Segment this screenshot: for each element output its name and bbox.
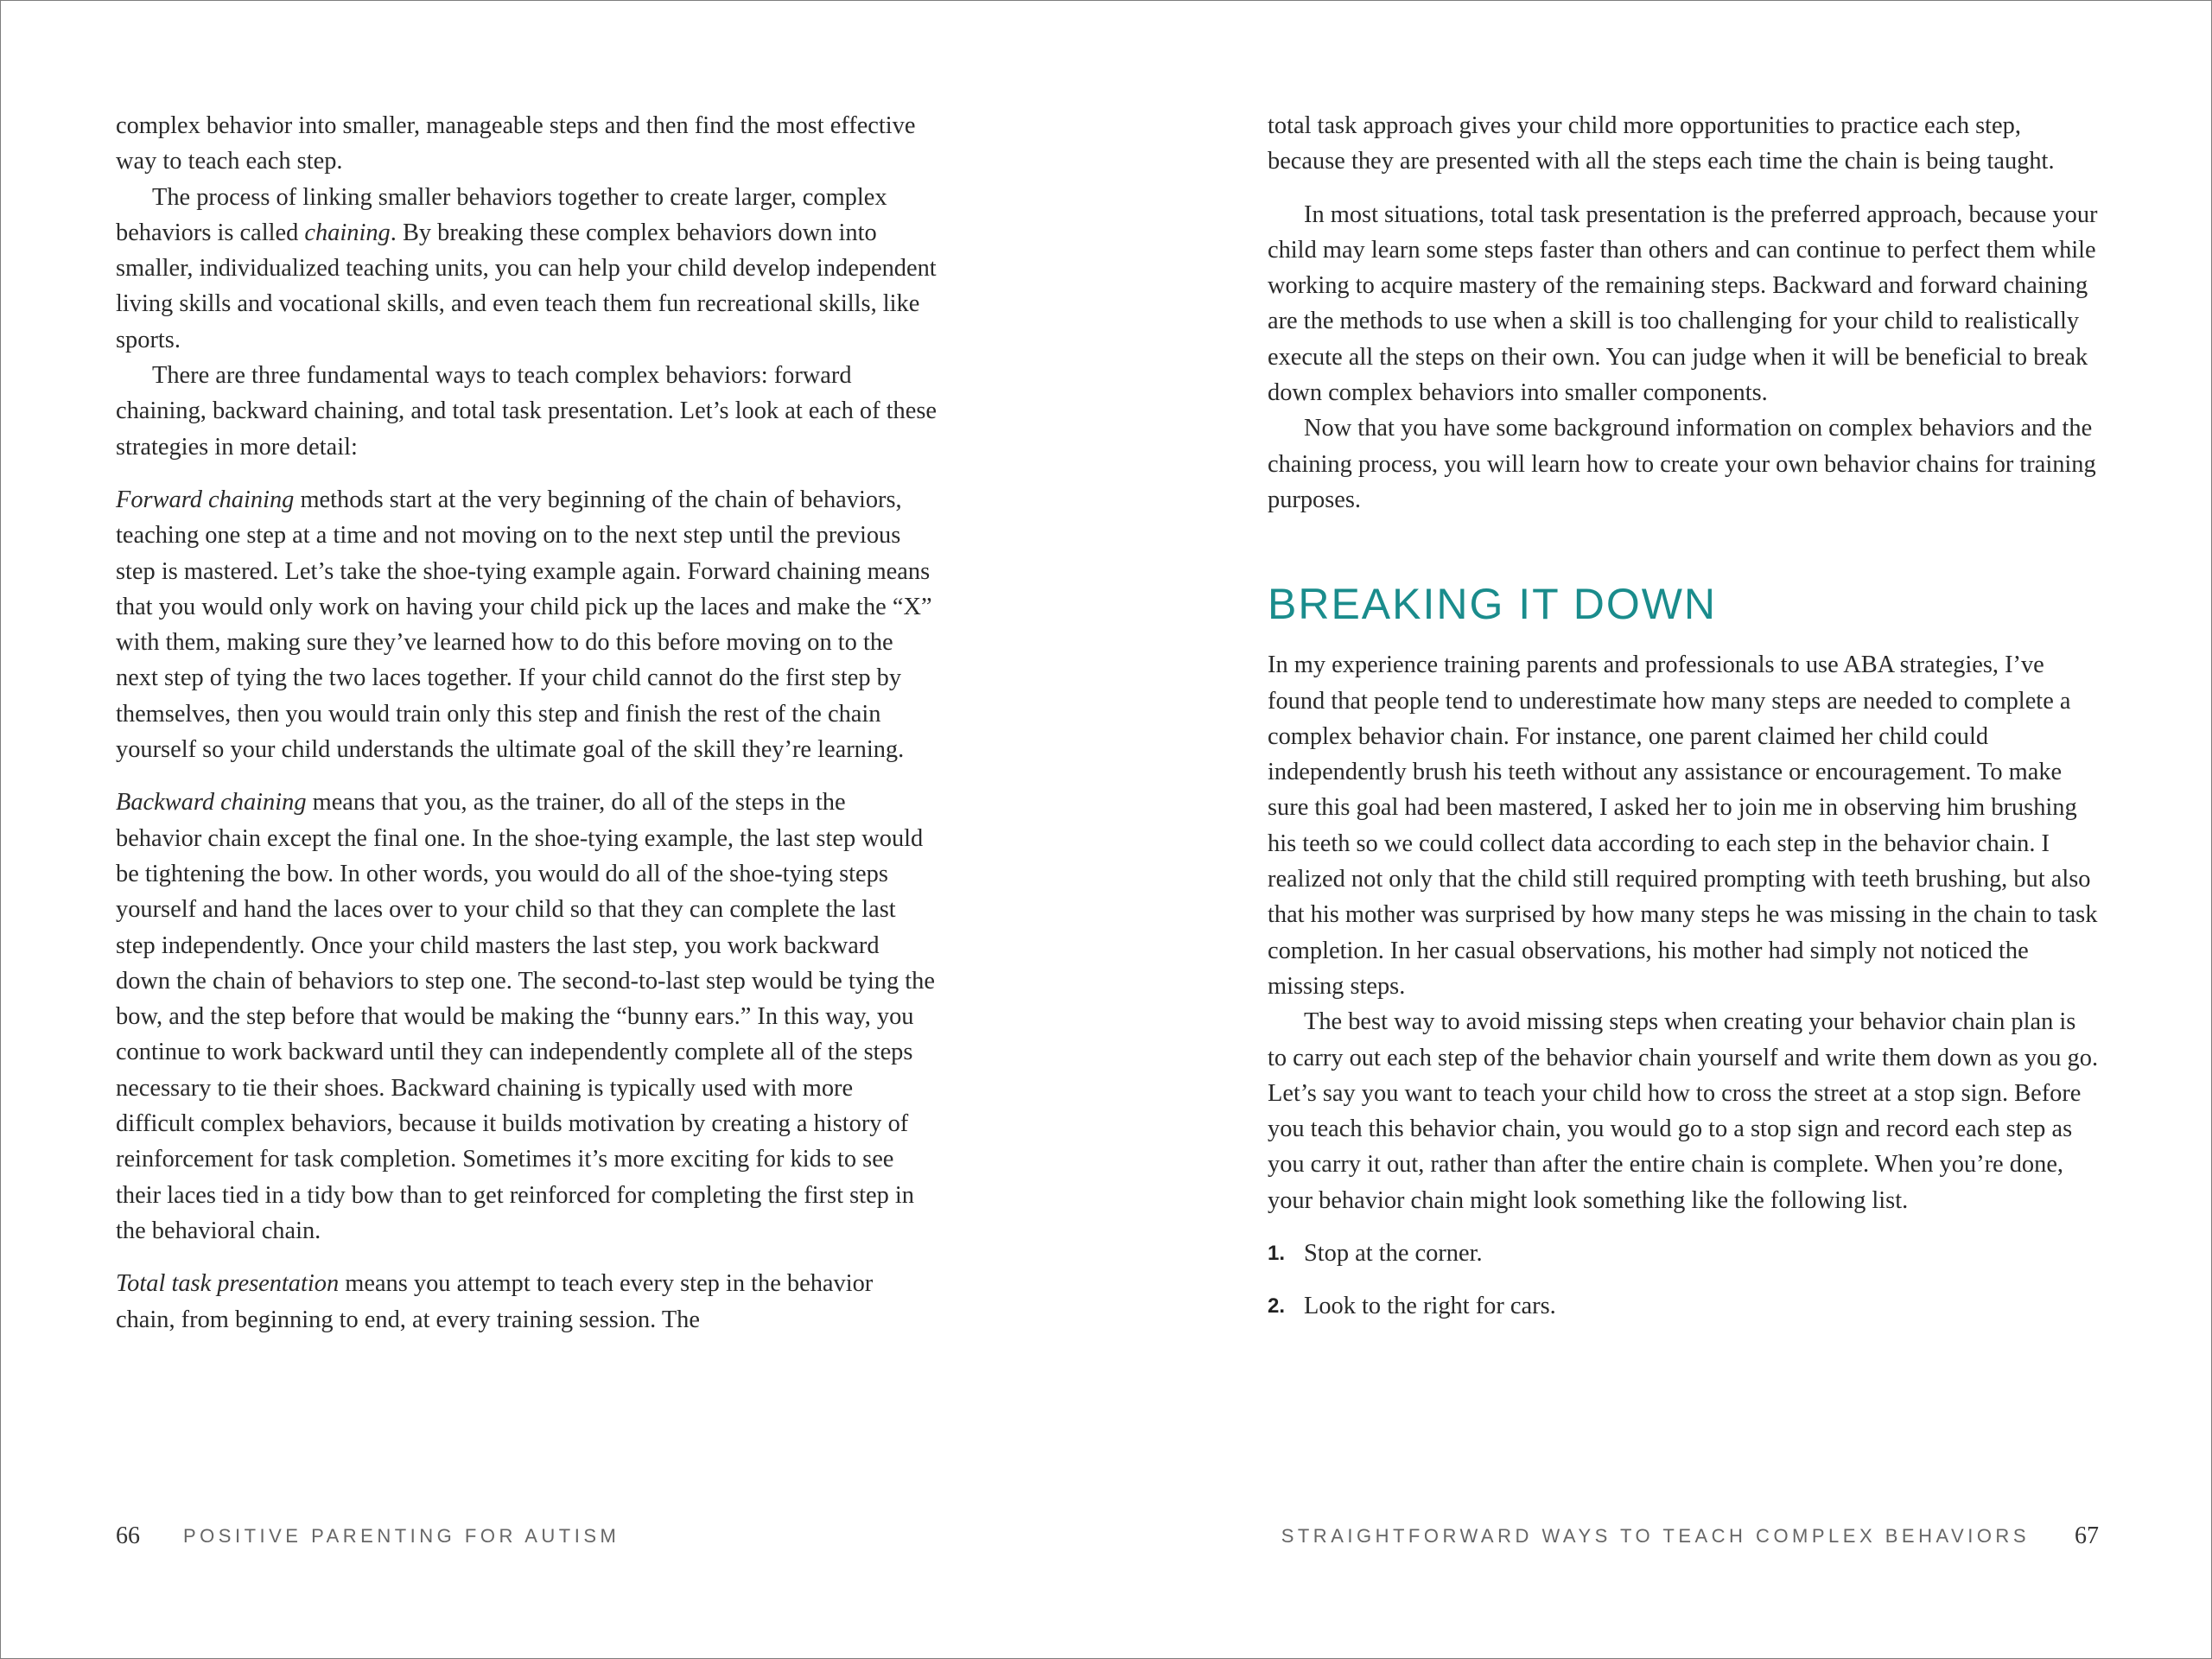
- list-number: 1.: [1268, 1242, 1286, 1266]
- list-item: [1268, 1236, 2099, 1271]
- paragraph: [116, 785, 937, 1249]
- numbered-list: [1268, 1236, 2099, 1325]
- running-head: POSITIVE PARENTING FOR AUTISM: [183, 1525, 620, 1547]
- left-page: [116, 1, 937, 1658]
- left-page-footer: [116, 1522, 937, 1551]
- paragraph: In my experience training parents and professionals to use ABA strategies, I’ve found that people tend to underestimate how many steps are needed to complete a complex behavior chain. For instance, one parent claimed her child could independently brush his teeth without any assistance or encouragement. To make sure this goal had been mastered, I asked her to join me in observing him brushing his teeth so we could collect data according to each step in the behavior chain. I realized not only that the child still required prompting with teeth brushing, but also that his mother was surprised by how many steps he was missing in the chain to task completion. In her casual observations, his mother had simply not noticed the missing steps.: [1268, 652, 2098, 1000]
- paragraph: total task approach gives your child more opportunities to practice each step, because they are presented with all the steps each time the chain is being taught.: [1268, 112, 2055, 175]
- italic-term: Backward chaining: [116, 789, 307, 817]
- paragraph: Now that you have some background information on complex behaviors and the chaining process, you will learn how to create your own behavior chains for training purposes.: [1268, 415, 2096, 513]
- paragraph: There are three fundamental ways to teach complex behaviors: forward chaining, backward chaining, and total task presentation. Let’s look at each of these strategies in more detail:: [116, 362, 937, 461]
- italic-term: chaining: [304, 219, 391, 246]
- right-page: [1268, 1, 2099, 1658]
- running-head: STRAIGHTFORWARD WAYS TO TEACH COMPLEX BEHAVIORS: [1281, 1525, 2030, 1547]
- right-page-footer: [1268, 1522, 2099, 1551]
- paragraph-text: means that you, as the trainer, do all of the steps in the behavior chain except the final one. In the shoe-tying example, the last step would be tightening the bow. In other words, you would do all of the shoe-tying steps yourself and hand the laces over to your child so that they can complete the last step independently. Once your child masters the last step, you work backward down the chain of behaviors to step one. The second-to-last step would be tying the bow, and the step before that would be making the “bunny ears.” In this way, you continue to work backward until they can independently complete all of the steps necessary to tie their shoes. Backward chaining is typically used with more difficult complex behaviors, because it builds motivation by creating a history of reinforcement for task completion. Sometimes it’s more exciting for kids to see their laces tied in a tidy bow than to get reinforced for completing the first step in the behavioral chain.: [116, 789, 935, 1244]
- paragraph: In most situations, total task presentation is the preferred approach, because your child may learn some steps faster than others and can continue to perfect them while working to acquire mastery of the remaining steps. Backward and forward chaining are the methods to use when a skill is too challenging for your child to realistically execute all the steps on their own. You can judge when it will be beneficial to break down complex behaviors into smaller components.: [1268, 200, 2098, 407]
- paragraph: [116, 482, 937, 767]
- paragraph: complex behavior into smaller, manageable steps and then find the most effective way to teach each step.: [116, 112, 916, 175]
- list-item-text: Stop at the corner.: [1304, 1240, 1483, 1268]
- paragraph-text: . By breaking these complex behaviors down into smaller, individualized teaching units, you can help your child develop independent living skills and vocational skills, and even teach them fun recreational skills, like sports.: [116, 219, 937, 353]
- paragraph: The best way to avoid missing steps when creating your behavior chain plan is to carry out each step of the behavior chain yourself and write them down as you go. Let’s say you want to teach your child how to cross the street at a stop sign. Before you teach this behavior chain, you would go to a stop sign and record each step as you carry it out, rather than after the entire chain is complete. When you’re done, your behavior chain might look something like the following list.: [1268, 1008, 2099, 1214]
- paragraph-text: The process of linking smaller behaviors together to create larger, complex behaviors is called: [116, 183, 887, 246]
- paragraph-text: means you attempt to teach every step in the behavior chain, from beginning to end, at every training session. The: [116, 1270, 874, 1333]
- list-number: 2.: [1268, 1294, 1286, 1319]
- page-number: 66: [116, 1522, 140, 1549]
- left-page-body: [116, 108, 937, 1338]
- paragraph: [116, 180, 937, 358]
- italic-term: Total task presentation: [116, 1270, 340, 1298]
- paragraph: [116, 1266, 937, 1338]
- right-page-body: [1268, 108, 2099, 1342]
- list-item-text: Look to the right for cars.: [1304, 1293, 1556, 1320]
- list-item: [1268, 1288, 2099, 1324]
- page-number: 67: [2075, 1522, 2099, 1549]
- section-heading: BREAKING IT DOWN: [1268, 580, 1718, 629]
- paragraph-text: methods start at the very beginning of the chain of behaviors, teaching one step at a time and not moving on to the next step until the previous step is mastered. Let’s take the shoe-tying example again. Forward chaining means that you would only work on having your child pick up the laces and make the “X” with them, making sure they’ve learned how to do this before moving on to the next step of tying the two laces together. If your child cannot do the first step by themselves, then you would train only this step and finish the rest of the chain yourself so your child understands the ultimate goal of the skill they’re learning.: [116, 486, 932, 764]
- italic-term: Forward chaining: [116, 486, 295, 513]
